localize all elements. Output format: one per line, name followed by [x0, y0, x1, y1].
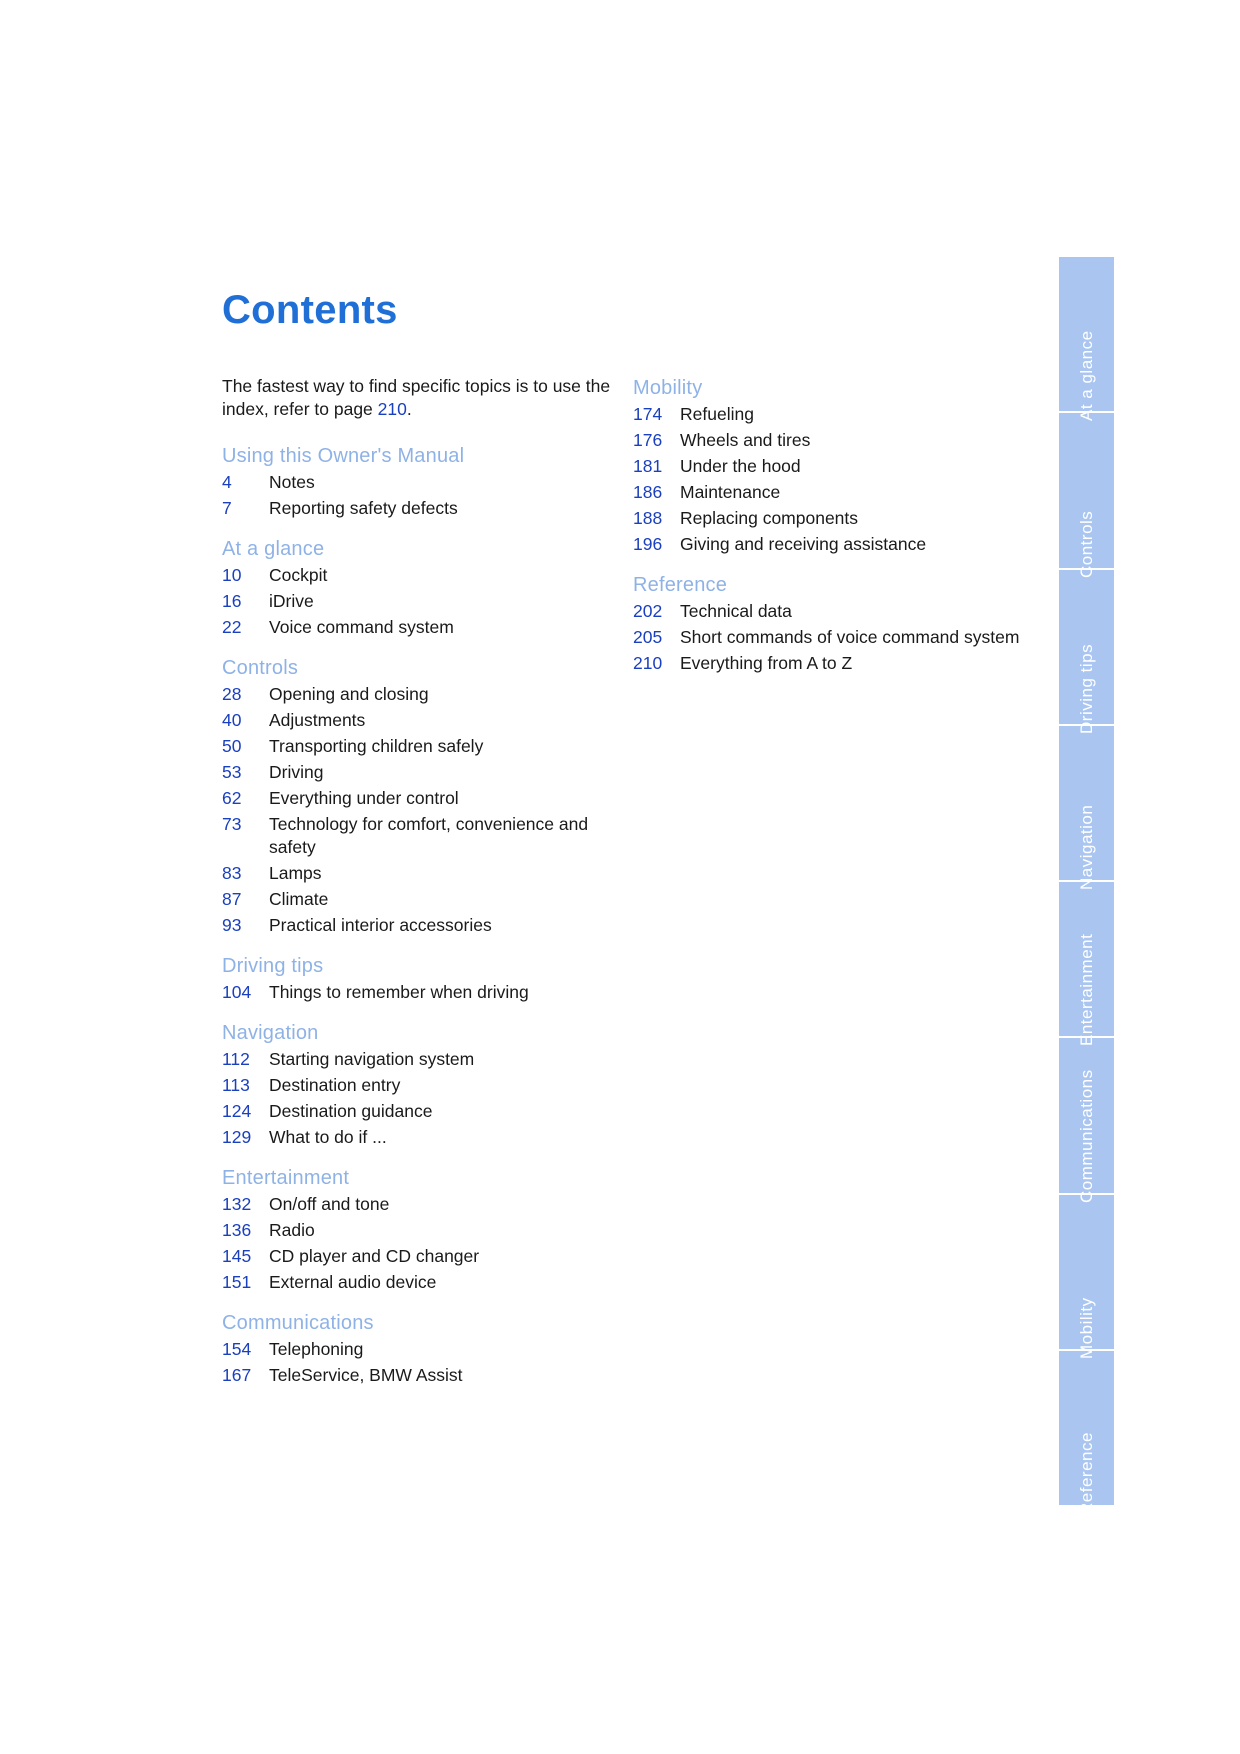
toc-entry[interactable] — [222, 813, 612, 859]
entry-page-number[interactable]: 154 — [222, 1339, 252, 1359]
chapter-tab-label: At a glance — [1076, 330, 1096, 422]
intro-page-link[interactable]: 210 — [377, 399, 407, 419]
toc-entry[interactable] — [222, 1219, 612, 1242]
chapter-tab[interactable] — [1059, 413, 1114, 578]
entry-title: Technology for comfort, convenience and safety — [269, 814, 589, 857]
toc-entry[interactable] — [222, 981, 612, 1004]
section-heading[interactable]: Controls — [222, 657, 299, 679]
entry-title: Destination guidance — [269, 1101, 433, 1121]
toc-section — [633, 572, 1033, 675]
entry-title: Things to remember when driving — [269, 982, 529, 1002]
entry-title: Everything from A to Z — [680, 653, 853, 673]
entry-page-number[interactable]: 145 — [222, 1246, 252, 1266]
entry-title: Refueling — [680, 404, 754, 424]
entry-page-number[interactable]: 113 — [222, 1075, 250, 1095]
entry-page-number[interactable]: 202 — [633, 601, 663, 621]
toc-section — [222, 953, 612, 1004]
chapter-tab[interactable] — [1059, 882, 1114, 1047]
entry-page-number[interactable]: 93 — [222, 915, 242, 935]
toc-entry[interactable] — [222, 709, 612, 732]
entry-title: Everything under control — [269, 788, 459, 808]
right-sections — [633, 375, 1033, 675]
toc-entry[interactable] — [222, 888, 612, 911]
entry-title: Wheels and tires — [680, 430, 811, 450]
toc-right-column — [633, 375, 1033, 691]
toc-entry[interactable] — [222, 1245, 612, 1268]
section-heading[interactable]: Using this Owner's Manual — [222, 445, 465, 467]
intro-text — [222, 375, 612, 421]
toc-section — [222, 1020, 612, 1149]
toc-entry[interactable] — [633, 652, 1033, 675]
entry-title: Voice command system — [269, 617, 454, 637]
toc-entry[interactable] — [633, 626, 1033, 649]
entry-title: Notes — [269, 472, 315, 492]
toc-entry[interactable] — [633, 403, 1033, 426]
toc-entry[interactable] — [222, 787, 612, 810]
entry-title: Short commands of voice command system — [680, 627, 1020, 647]
section-heading[interactable]: Entertainment — [222, 1167, 350, 1189]
toc-entry[interactable] — [222, 1364, 612, 1387]
toc-left-column — [222, 375, 612, 1403]
entry-page-number[interactable]: 73 — [222, 814, 242, 834]
entry-title: External audio device — [269, 1272, 437, 1292]
toc-section — [222, 443, 612, 520]
intro-suffix: . — [406, 399, 412, 419]
entry-page-number[interactable]: 83 — [222, 863, 242, 883]
toc-entry[interactable] — [222, 761, 612, 784]
toc-entry[interactable] — [633, 533, 1033, 556]
entry-page-number[interactable]: 112 — [222, 1049, 250, 1069]
entry-page-number[interactable]: 188 — [633, 508, 663, 528]
chapter-tab[interactable] — [1059, 1351, 1114, 1515]
chapter-tab-label: Communications — [1076, 1068, 1096, 1203]
entry-title: Destination entry — [269, 1075, 401, 1095]
chapter-tab-strip — [1059, 257, 1114, 1515]
section-heading[interactable]: Driving tips — [222, 955, 324, 977]
section-heading[interactable]: At a glance — [222, 538, 325, 560]
entry-title: Maintenance — [680, 482, 781, 502]
entry-page-number[interactable]: 181 — [633, 456, 663, 476]
entry-page-number[interactable]: 22 — [222, 617, 242, 637]
toc-section — [633, 375, 1033, 556]
chapter-tab[interactable] — [1059, 726, 1114, 890]
entry-title: CD player and CD changer — [269, 1246, 480, 1266]
entry-page-number[interactable]: 62 — [222, 788, 242, 808]
entry-title: Transporting children safely — [269, 736, 484, 756]
entry-page-number[interactable]: 132 — [222, 1194, 252, 1214]
toc-section — [222, 1165, 612, 1294]
toc-entry[interactable] — [222, 471, 612, 494]
chapter-tab[interactable] — [1059, 1038, 1114, 1203]
entry-title: What to do if ... — [269, 1127, 387, 1147]
entry-title: Adjustments — [269, 710, 366, 730]
entry-page-number[interactable]: 7 — [222, 498, 232, 518]
entry-title: Practical interior accessories — [269, 915, 492, 935]
toc-section — [222, 536, 612, 639]
entry-page-number[interactable]: 4 — [222, 472, 232, 492]
section-heading[interactable]: Navigation — [222, 1022, 319, 1044]
chapter-tab[interactable] — [1059, 257, 1114, 422]
entry-page-number[interactable]: 53 — [222, 762, 242, 782]
entry-page-number[interactable]: 104 — [222, 982, 252, 1002]
page-title: Contents — [222, 288, 398, 332]
toc-entry[interactable] — [633, 455, 1033, 478]
entry-page-number[interactable]: 50 — [222, 736, 242, 756]
entry-page-number[interactable]: 136 — [222, 1220, 252, 1240]
toc-entry[interactable] — [633, 507, 1033, 530]
toc-entry[interactable] — [222, 497, 612, 520]
entry-title: Cockpit — [269, 565, 328, 585]
entry-page-number[interactable]: 210 — [633, 653, 663, 673]
chapter-tab-label: Entertainment — [1076, 933, 1096, 1047]
toc-entry[interactable] — [222, 862, 612, 885]
toc-entry[interactable] — [633, 600, 1033, 623]
entry-title: On/off and tone — [269, 1194, 390, 1214]
entry-page-number[interactable]: 129 — [222, 1127, 252, 1147]
chapter-tab-label: Reference — [1076, 1432, 1096, 1515]
toc-entry[interactable] — [222, 1048, 612, 1071]
entry-title: Telephoning — [269, 1339, 364, 1359]
chapter-tab-label: Driving tips — [1076, 643, 1096, 734]
toc-entry[interactable] — [222, 1271, 612, 1294]
entry-page-number[interactable]: 176 — [633, 430, 663, 450]
entry-page-number[interactable]: 167 — [222, 1365, 252, 1385]
entry-title: Replacing components — [680, 508, 859, 528]
toc-entry[interactable] — [633, 429, 1033, 452]
entry-page-number[interactable]: 28 — [222, 684, 242, 704]
entry-title: Climate — [269, 889, 329, 909]
chapter-tab[interactable] — [1059, 1195, 1114, 1359]
toc-entry[interactable] — [222, 564, 612, 587]
chapter-tab-label: Navigation — [1076, 804, 1096, 890]
toc-entry[interactable] — [222, 683, 612, 706]
toc-entry[interactable] — [222, 1193, 612, 1216]
entry-title: Reporting safety defects — [269, 498, 458, 518]
entry-title: Under the hood — [680, 456, 801, 476]
toc-entry[interactable] — [222, 590, 612, 613]
chapter-tab-label: Mobility — [1076, 1297, 1096, 1359]
entry-page-number[interactable]: 87 — [222, 889, 242, 909]
entry-title: TeleService, BMW Assist — [269, 1365, 463, 1385]
entry-page-number[interactable]: 124 — [222, 1101, 252, 1121]
toc-section — [222, 655, 612, 937]
entry-title: Opening and closing — [269, 684, 429, 704]
section-heading[interactable]: Reference — [633, 574, 728, 596]
entry-title: Radio — [269, 1220, 315, 1240]
toc-entry[interactable] — [222, 735, 612, 758]
section-heading[interactable]: Communications — [222, 1312, 374, 1334]
chapter-tab-label: Controls — [1076, 510, 1096, 578]
entry-title: Starting navigation system — [269, 1049, 475, 1069]
intro-sentence: The fastest way to find specific topics is to use the index, refer to page — [222, 376, 611, 419]
entry-title: Technical data — [680, 601, 792, 621]
toc-entry[interactable] — [222, 616, 612, 639]
chapter-tab[interactable] — [1059, 570, 1114, 734]
entry-page-number[interactable]: 16 — [222, 591, 242, 611]
toc-entry[interactable] — [633, 481, 1033, 504]
entry-title: iDrive — [269, 591, 314, 611]
section-heading[interactable]: Mobility — [633, 377, 703, 399]
toc-entry[interactable] — [222, 914, 612, 937]
toc-entry[interactable] — [222, 1338, 612, 1361]
entry-page-number[interactable]: 174 — [633, 404, 663, 424]
entry-page-number[interactable]: 186 — [633, 482, 663, 502]
entry-page-number[interactable]: 205 — [633, 627, 663, 647]
toc-entry[interactable] — [222, 1126, 612, 1149]
toc-section — [222, 1310, 612, 1387]
entry-title: Driving — [269, 762, 324, 782]
toc-entry[interactable] — [222, 1100, 612, 1123]
entry-title: Giving and receiving assistance — [680, 534, 927, 554]
entry-page-number[interactable]: 196 — [633, 534, 663, 554]
toc-entry[interactable] — [222, 1074, 612, 1097]
left-sections — [222, 443, 612, 1387]
entry-page-number[interactable]: 151 — [222, 1272, 252, 1292]
entry-page-number[interactable]: 40 — [222, 710, 242, 730]
entry-title: Lamps — [269, 863, 322, 883]
entry-page-number[interactable]: 10 — [222, 565, 242, 585]
